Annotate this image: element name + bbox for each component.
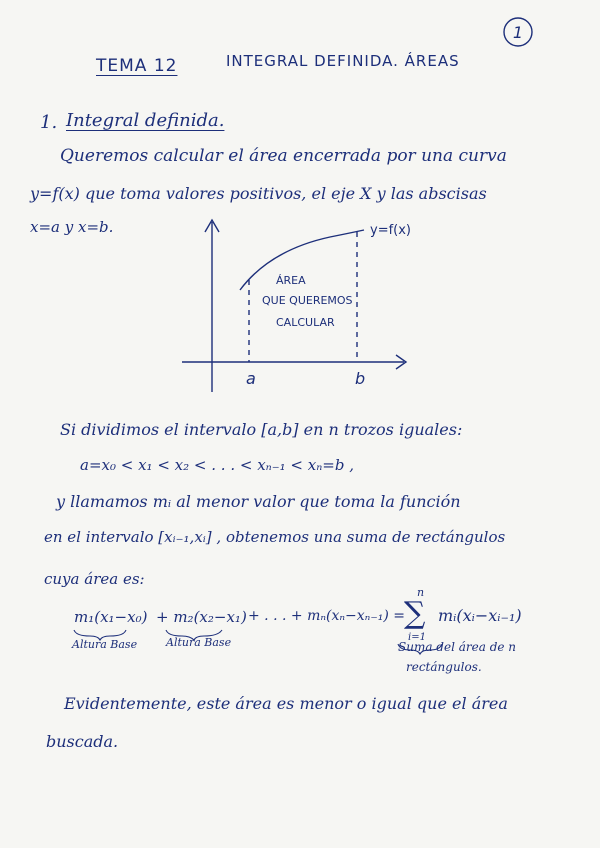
body-line-2: y llamamos mᵢ al menor valor que toma la función [56,492,461,511]
tick-b: b [355,369,366,388]
curve-label: y=f(x) [370,223,411,238]
sum-term-1: m₁(x₁−x₀) [74,608,148,626]
intro-line-1: Queremos calcular el área encerrada por una curva [60,146,507,166]
body-line-3: en el intervalo [xᵢ₋₁,xᵢ] , obtenemos una suma de rectángulos [44,528,506,546]
sum-rest: + . . . + mₙ(xₙ−xₙ₋₁) = [248,608,405,624]
conclusion-line-2: buscada. [46,732,119,751]
body-line-4: cuya área es: [44,570,145,588]
page-number: 1 [512,23,524,42]
sum-general-term: mᵢ(xᵢ−xᵢ₋₁) [438,606,522,625]
area-label-1: ÁREA [276,274,306,287]
sigma-upper: n [417,586,425,599]
tick-a: a [246,369,256,388]
note-altura-base-2: Altura Base [166,636,232,649]
note-suma-line-2: rectángulos. [406,660,482,674]
conclusion-line-1: Evidentemente, este área es menor o igual que el área [64,694,508,713]
page-title: INTEGRAL DEFINIDA. ÁREAS [226,52,460,70]
partition: a=x₀ < x₁ < x₂ < . . . < xₙ₋₁ < xₙ=b , [80,456,355,474]
section-number: 1. [40,112,58,133]
body-line-1: Si dividimos el intervalo [a,b] en n trozos iguales: [60,420,463,439]
note-altura-base-1: Altura Base [72,638,138,651]
sigma-symbol: ∑ [404,596,426,631]
section-title: Integral definida. [66,110,225,131]
intro-line-3: x=a y x=b. [30,218,114,236]
sum-term-2: + m₂(x₂−x₁) [156,608,247,626]
intro-line-2: y=f(x) que toma valores positivos, el eje X y las abscisas [30,184,487,203]
note-suma-line-1: Suma del área de n [398,640,517,654]
area-label-3: CALCULAR [276,316,335,329]
sigma-lower: i=1 [408,632,426,643]
tema-heading: TEMA 12 [96,56,178,76]
area-label-2: QUE QUEREMOS [262,294,353,307]
